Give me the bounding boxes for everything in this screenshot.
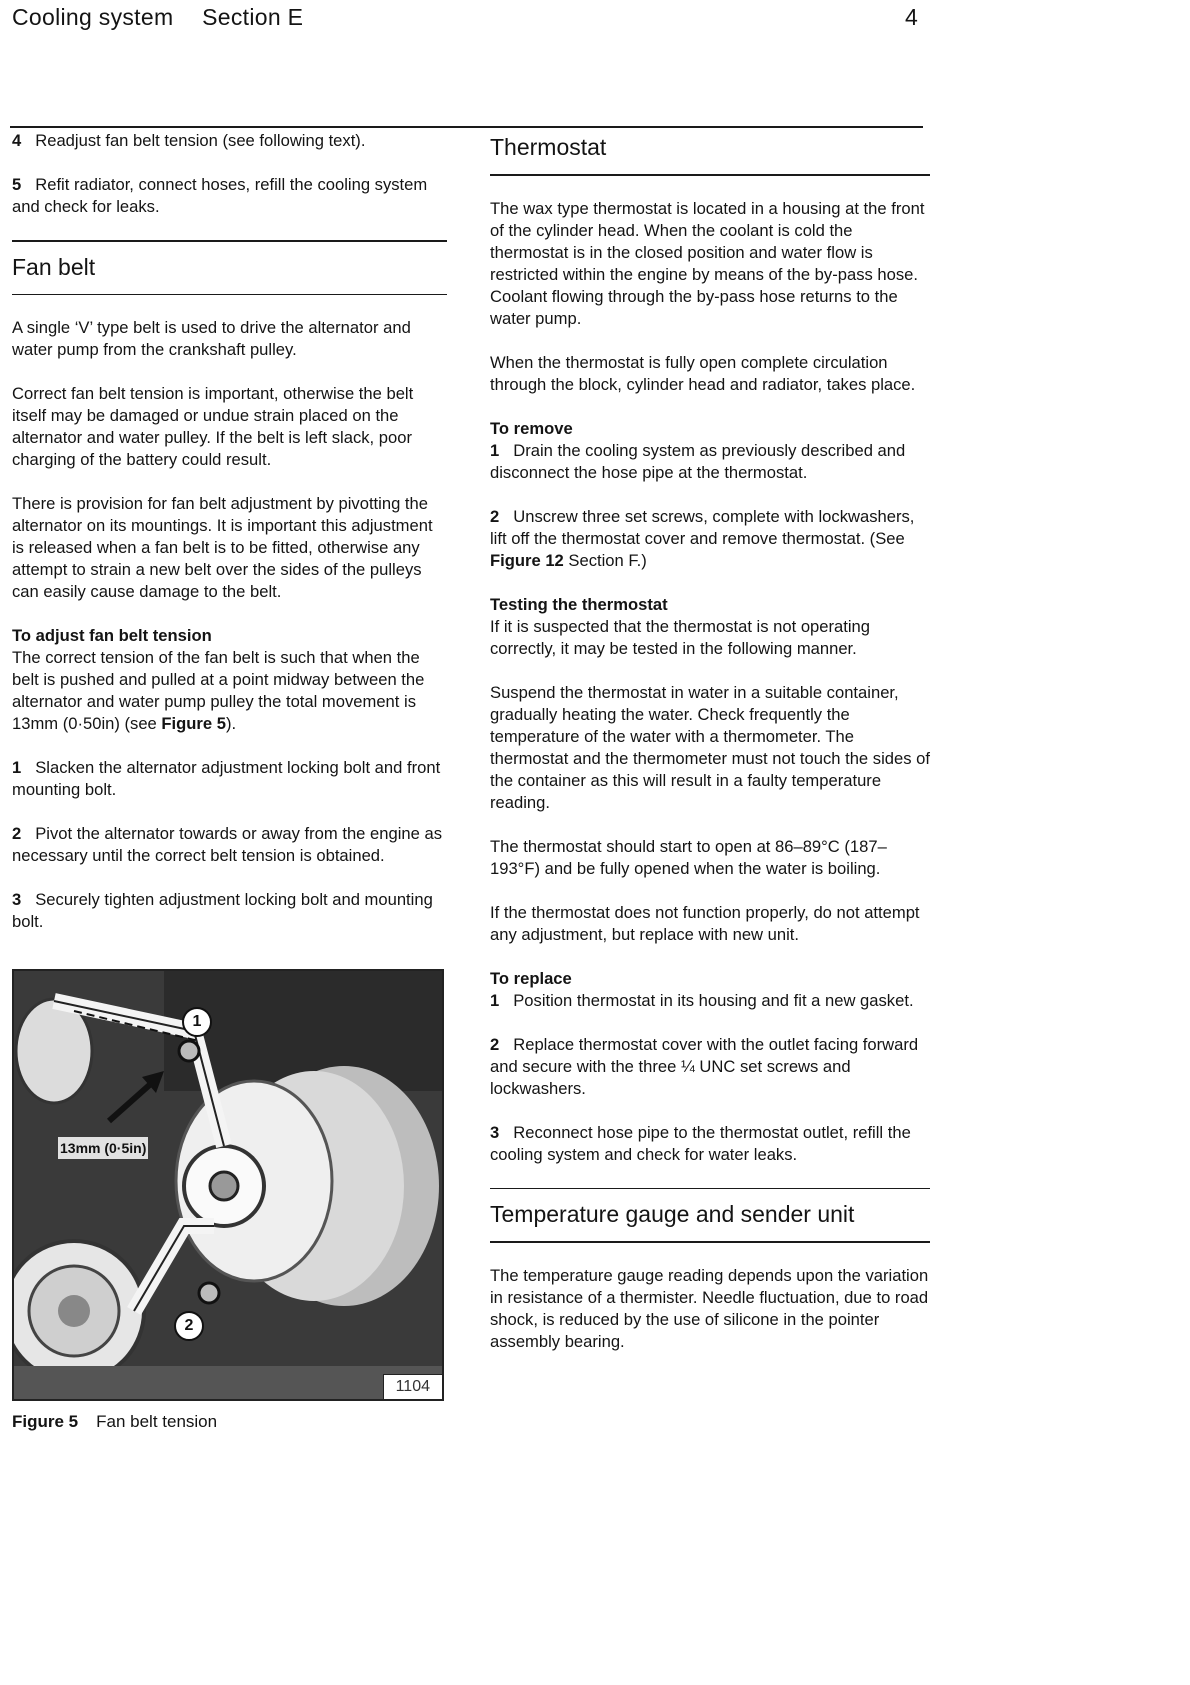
adjust-step-1 (12, 757, 447, 801)
step-number: 2 (12, 824, 22, 843)
step-text: Pivot the alternator towards or away from the engine as necessary until the correct belt tension is obtained. (12, 824, 442, 865)
paragraph: When the thermostat is fully open complete circulation through the block, cylinder head and radiator, takes place. (490, 352, 916, 394)
step-number: 3 (12, 890, 22, 909)
adjust-step-3 (12, 889, 447, 933)
adjust-step-2 (12, 823, 447, 867)
paragraph: Suspend the thermostat in water in a suitable container, gradually heating the water. Check frequently the temperature of the water with a thermometer. The thermostat and the thermometer must not touch the sides of the container as this will result in a faulty temperature reading. (490, 682, 930, 812)
paragraph-text: ). (225, 714, 237, 733)
step-text: Reconnect hose pipe to the thermostat outlet, refill the cooling system and check for water leaks. (490, 1122, 911, 1164)
paragraph: A single ‘V’ type belt is used to drive the alternator and water pump from the crankshaft pulley. (12, 318, 411, 359)
paragraph-text: The correct tension of the fan belt is such that when the belt is pushed and pulled at a point midway between the alternator and water pump pulley the total movement is 13mm (0·50in) (see (12, 648, 425, 733)
paragraph: Correct fan belt tension is important, otherwise the belt itself may be damaged or undue strain placed on the alternator and water pulley. If the belt is left slack, poor charging of the battery could result. (12, 384, 414, 469)
engine-illustration (14, 971, 442, 1399)
header-divider (10, 126, 923, 128)
figure-reference: Figure 5 (161, 714, 226, 733)
caption-number: Figure 5 (12, 1412, 79, 1431)
callout-2: 2 (174, 1311, 204, 1341)
step-text: Refit radiator, connect hoses, refill the cooling system and check for leaks. (12, 175, 428, 216)
paragraph: The thermostat should start to open at 86–89°C (187–193°F) and be fully opened when the water is boiling. (490, 836, 887, 878)
replace-step-2 (490, 1034, 930, 1100)
remove-step-2 (490, 506, 930, 572)
paragraph: The wax type thermostat is located in a housing at the front of the cylinder head. When the coolant is cold the thermostat is in the closed position and water flow is restricted within the engine by means of the by-pass hose. Coolant flowing through the by-pass hose returns to the water pump. (490, 198, 925, 328)
step-4 (12, 130, 447, 152)
figure-id: 1104 (383, 1374, 442, 1399)
left-column (12, 130, 447, 1433)
page-number: 4 (905, 4, 918, 30)
figure-caption (12, 1411, 447, 1433)
subheading: To remove (490, 418, 573, 438)
step-number: 1 (490, 440, 500, 460)
step-number: 1 (490, 990, 500, 1010)
step-number: 3 (490, 1122, 500, 1142)
section-rule (490, 1241, 930, 1243)
subheading: To replace (490, 968, 572, 988)
section-title: Thermostat (490, 134, 607, 160)
step-text: Slacken the alternator adjustment locking bolt and front mounting bolt. (12, 758, 441, 799)
paragraph: If the thermostat does not function properly, do not attempt any adjustment, but replace with new unit. (490, 902, 920, 944)
section-thermostat (490, 130, 930, 176)
section-title: Fan belt (12, 253, 96, 280)
adjust-tension-block (12, 625, 447, 735)
dimension-label: 13mm (0·5in) (58, 1137, 148, 1159)
section-rule (12, 294, 447, 296)
section-title: Temperature gauge and sender unit (490, 1201, 855, 1227)
chapter-title: Cooling system (12, 4, 174, 30)
step-number: 2 (490, 1034, 500, 1054)
replace-block (490, 968, 930, 1012)
step-text: Replace thermostat cover with the outlet facing forward and secure with the three ¼ UNC set screws and lockwashers. (490, 1034, 919, 1098)
step-text: Section F.) (563, 550, 647, 570)
subheading: To adjust fan belt tension (12, 626, 212, 645)
step-5 (12, 174, 447, 218)
figure-fan-belt-photo (12, 969, 444, 1401)
paragraph-text: If it is suspected that the thermostat is not operating correctly, it may be tested in the following manner. (490, 616, 871, 658)
step-text: Unscrew three set screws, complete with lockwashers, lift off the thermostat cover and remove thermostat. (See (490, 506, 915, 548)
section-rule (490, 174, 930, 176)
step-text: Securely tighten adjustment locking bolt and mounting bolt. (12, 890, 433, 931)
replace-step-3 (490, 1122, 930, 1166)
testing-block (490, 594, 930, 660)
step-number: 2 (490, 506, 500, 526)
section-label: Section E (202, 4, 304, 30)
step-text: Drain the cooling system as previously described and disconnect the hose pipe at the thermostat. (490, 440, 906, 482)
paragraph: There is provision for fan belt adjustment by pivotting the alternator on its mountings. It is important this adjustment is released when a fan belt is to be fitted, otherwise any attempt to strain a new belt over the sides of the pulleys can easily cause damage to the belt. (12, 494, 433, 601)
step-number: 1 (12, 758, 22, 777)
figure-reference: Figure 12 (490, 550, 564, 570)
paragraph: The temperature gauge reading depends upon the variation in resistance of a thermister. Needle fluctuation, due to road shock, is reduced by the use of silicone in the pointer assembly bearing. (490, 1265, 929, 1351)
section-temperature-gauge (490, 1188, 930, 1243)
callout-1: 1 (182, 1007, 212, 1037)
step-text: Readjust fan belt tension (see following text). (35, 131, 366, 150)
subheading: Testing the thermostat (490, 594, 668, 614)
remove-block (490, 418, 930, 484)
right-column (490, 130, 930, 1375)
step-number: 5 (12, 175, 22, 194)
section-fan-belt (12, 240, 447, 295)
page-header (12, 4, 325, 31)
caption-text: Fan belt tension (96, 1412, 218, 1431)
step-text: Position thermostat in its housing and fit a new gasket. (513, 990, 914, 1010)
step-number: 4 (12, 131, 22, 150)
